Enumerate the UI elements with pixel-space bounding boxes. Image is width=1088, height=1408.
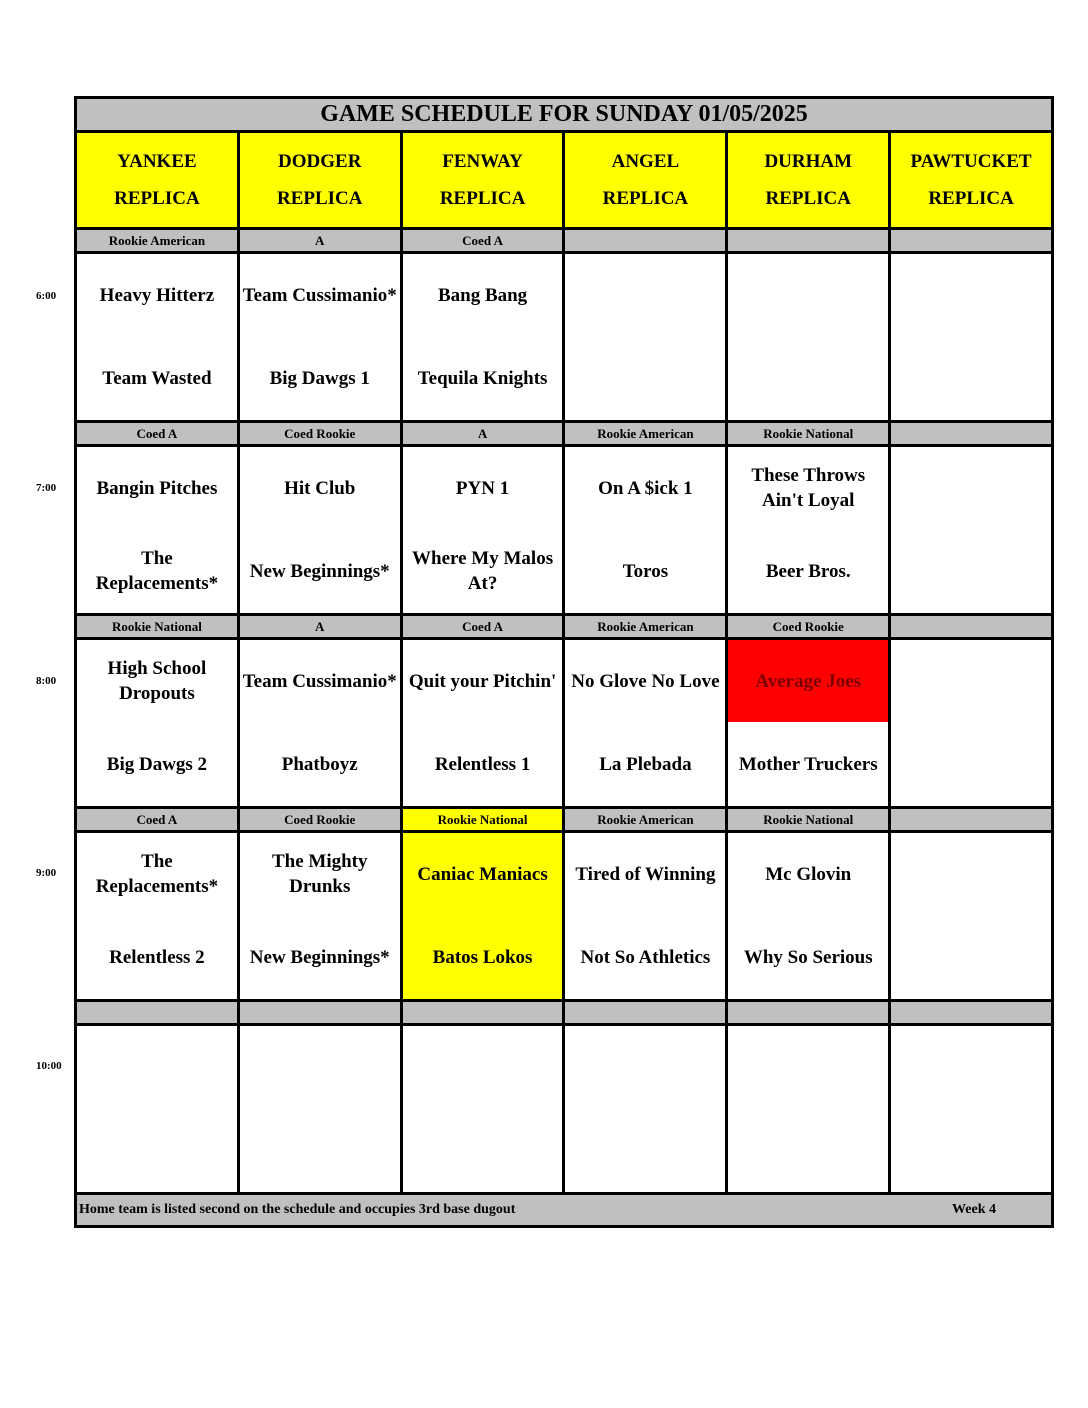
home-team: Big Dawgs 1 <box>269 367 370 389</box>
game-cell <box>891 447 1051 613</box>
home-team: Where My Malos At? <box>412 548 554 594</box>
game-cell <box>77 1026 237 1192</box>
home-team: Toros <box>622 560 669 582</box>
division-label: Rookie American <box>565 809 725 830</box>
away-team: High School Dropouts <box>107 658 207 704</box>
division-label <box>728 1002 888 1023</box>
game-cell <box>728 640 888 806</box>
division-label: Rookie National <box>728 423 888 444</box>
game-slot-row <box>77 447 1051 616</box>
away-team <box>891 833 1051 915</box>
game-cell <box>77 640 237 806</box>
division-label: Coed A <box>77 809 237 830</box>
away-team: Team Cussimanio* <box>242 670 397 692</box>
game-cell <box>403 1026 563 1192</box>
away-team <box>891 640 1051 722</box>
time-label-800: 8:00 <box>36 675 57 687</box>
division-label <box>728 230 888 251</box>
home-team-note: Home team is listed second on the schedule and occupies 3rd base dugout <box>79 1202 516 1217</box>
game-cell <box>565 640 725 806</box>
away-team <box>891 254 1051 336</box>
home-team: Relentless 2 <box>109 946 205 968</box>
game-cell <box>891 254 1051 420</box>
schedule-title: GAME SCHEDULE FOR SUNDAY 01/05/2025 <box>77 99 1051 133</box>
away-team: Tired of Winning <box>575 863 716 885</box>
game-cell <box>728 254 888 420</box>
field-header-yankee: YANKEE REPLICA <box>77 133 237 227</box>
away-team <box>77 1026 237 1108</box>
field-header-angel: ANGEL REPLICA <box>565 133 725 227</box>
field-header-pawtucket: PAWTUCKET REPLICA <box>891 133 1051 227</box>
game-cell <box>240 640 400 806</box>
game-cell <box>565 254 725 420</box>
away-team: Heavy Hitterz <box>99 284 215 306</box>
home-team: New Beginnings* <box>249 946 390 968</box>
division-label: A <box>403 423 563 444</box>
home-team <box>728 1108 888 1192</box>
home-team <box>891 722 1051 806</box>
division-label <box>891 809 1051 830</box>
away-team: PYN 1 <box>455 477 510 499</box>
game-cell <box>565 1026 725 1192</box>
division-label: Coed A <box>403 230 563 251</box>
game-cell <box>891 1026 1051 1192</box>
home-team <box>891 529 1051 613</box>
division-label: A <box>240 616 400 637</box>
division-label: Coed Rookie <box>728 616 888 637</box>
away-team: No Glove No Love <box>571 670 720 692</box>
division-row <box>77 616 1051 640</box>
game-cell <box>728 447 888 613</box>
home-team <box>565 336 725 420</box>
division-label <box>240 1002 400 1023</box>
game-slot-row <box>77 254 1051 423</box>
division-label: Coed Rookie <box>240 423 400 444</box>
footer-bar <box>77 1195 1051 1225</box>
game-cell <box>403 254 563 420</box>
home-team: Tequila Knights <box>417 367 548 389</box>
division-label <box>565 230 725 251</box>
division-label: Rookie National <box>77 616 237 637</box>
game-cell-highlighted <box>403 833 563 999</box>
game-cell <box>891 640 1051 806</box>
game-cell <box>240 447 400 613</box>
field-header-fenway: FENWAY REPLICA <box>403 133 563 227</box>
division-row <box>77 230 1051 254</box>
time-label-600: 6:00 <box>36 290 57 302</box>
time-label-700: 7:00 <box>36 482 57 494</box>
game-cell <box>728 1026 888 1192</box>
schedule-table <box>74 96 1054 1228</box>
away-team: The Mighty Drunks <box>271 851 368 897</box>
division-label: Rookie American <box>77 230 237 251</box>
game-cell <box>403 447 563 613</box>
away-team <box>891 1026 1051 1108</box>
game-cell <box>77 833 237 999</box>
home-team: Team Wasted <box>102 367 212 389</box>
game-cell <box>240 1026 400 1192</box>
away-team-flagged: Average Joes <box>728 640 888 722</box>
division-label <box>891 423 1051 444</box>
field-header-dodger: DODGER REPLICA <box>240 133 400 227</box>
division-label <box>77 1002 237 1023</box>
week-label: Week 4 <box>952 1202 996 1217</box>
home-team <box>403 1108 563 1192</box>
game-cell <box>240 833 400 999</box>
home-team: Big Dawgs 2 <box>106 753 208 775</box>
division-row <box>77 809 1051 833</box>
game-cell <box>728 833 888 999</box>
game-cell <box>565 833 725 999</box>
home-team <box>565 1108 725 1192</box>
home-team: Why So Serious <box>743 946 873 968</box>
away-team: Bang Bang <box>437 284 528 306</box>
game-slot-row <box>77 640 1051 809</box>
away-team: Bangin Pitches <box>96 477 218 499</box>
away-team <box>891 447 1051 529</box>
division-label: Coed A <box>403 616 563 637</box>
away-team <box>565 254 725 336</box>
home-team: New Beginnings* <box>249 560 390 582</box>
home-team <box>77 1108 237 1192</box>
field-header-row <box>77 133 1051 230</box>
home-team: Relentless 1 <box>434 753 531 775</box>
game-cell <box>77 447 237 613</box>
away-team: On A $ick 1 <box>598 477 693 499</box>
division-label: Coed Rookie <box>240 809 400 830</box>
home-team: Not So Athletics <box>580 946 711 968</box>
home-team: La Plebada <box>599 753 692 775</box>
home-team: Beer Bros. <box>765 560 851 582</box>
division-label-highlighted: Rookie National <box>403 809 563 830</box>
division-label <box>891 230 1051 251</box>
away-team <box>240 1026 400 1108</box>
home-team <box>891 1108 1051 1192</box>
home-team <box>240 1108 400 1192</box>
game-cell <box>77 254 237 420</box>
game-cell <box>403 640 563 806</box>
home-team: Mother Truckers <box>738 753 878 775</box>
away-team: Caniac Maniacs <box>417 863 548 885</box>
division-label <box>891 1002 1051 1023</box>
division-label: Rookie American <box>565 423 725 444</box>
division-label <box>891 616 1051 637</box>
home-team <box>891 336 1051 420</box>
time-label-900: 9:00 <box>36 867 57 879</box>
home-team: Phatboyz <box>281 753 358 775</box>
away-team <box>565 1026 725 1108</box>
division-row <box>77 423 1051 447</box>
away-team <box>403 1026 563 1108</box>
division-label: Coed A <box>77 423 237 444</box>
home-team <box>728 336 888 420</box>
home-team: The Replacements* <box>95 548 219 594</box>
game-cell <box>565 447 725 613</box>
away-team: These Throws Ain't Loyal <box>751 465 866 511</box>
away-team: The Replacements* <box>95 851 219 897</box>
division-label <box>565 1002 725 1023</box>
division-label: Rookie National <box>728 809 888 830</box>
away-team <box>728 254 888 336</box>
game-slot-row <box>77 833 1051 1002</box>
division-label: A <box>240 230 400 251</box>
game-slot-row <box>77 1026 1051 1195</box>
division-row <box>77 1002 1051 1026</box>
home-team: Batos Lokos <box>432 946 533 968</box>
away-team: Mc Glovin <box>765 863 852 885</box>
home-team <box>891 915 1051 999</box>
away-team <box>728 1026 888 1108</box>
game-cell <box>240 254 400 420</box>
division-label: Rookie American <box>565 616 725 637</box>
division-label <box>403 1002 563 1023</box>
away-team: Team Cussimanio* <box>242 284 397 306</box>
away-team: Hit Club <box>284 477 356 499</box>
game-cell <box>891 833 1051 999</box>
field-header-durham: DURHAM REPLICA <box>728 133 888 227</box>
time-label-1000: 10:00 <box>36 1060 62 1072</box>
away-team: Quit your Pitchin' <box>408 670 557 692</box>
